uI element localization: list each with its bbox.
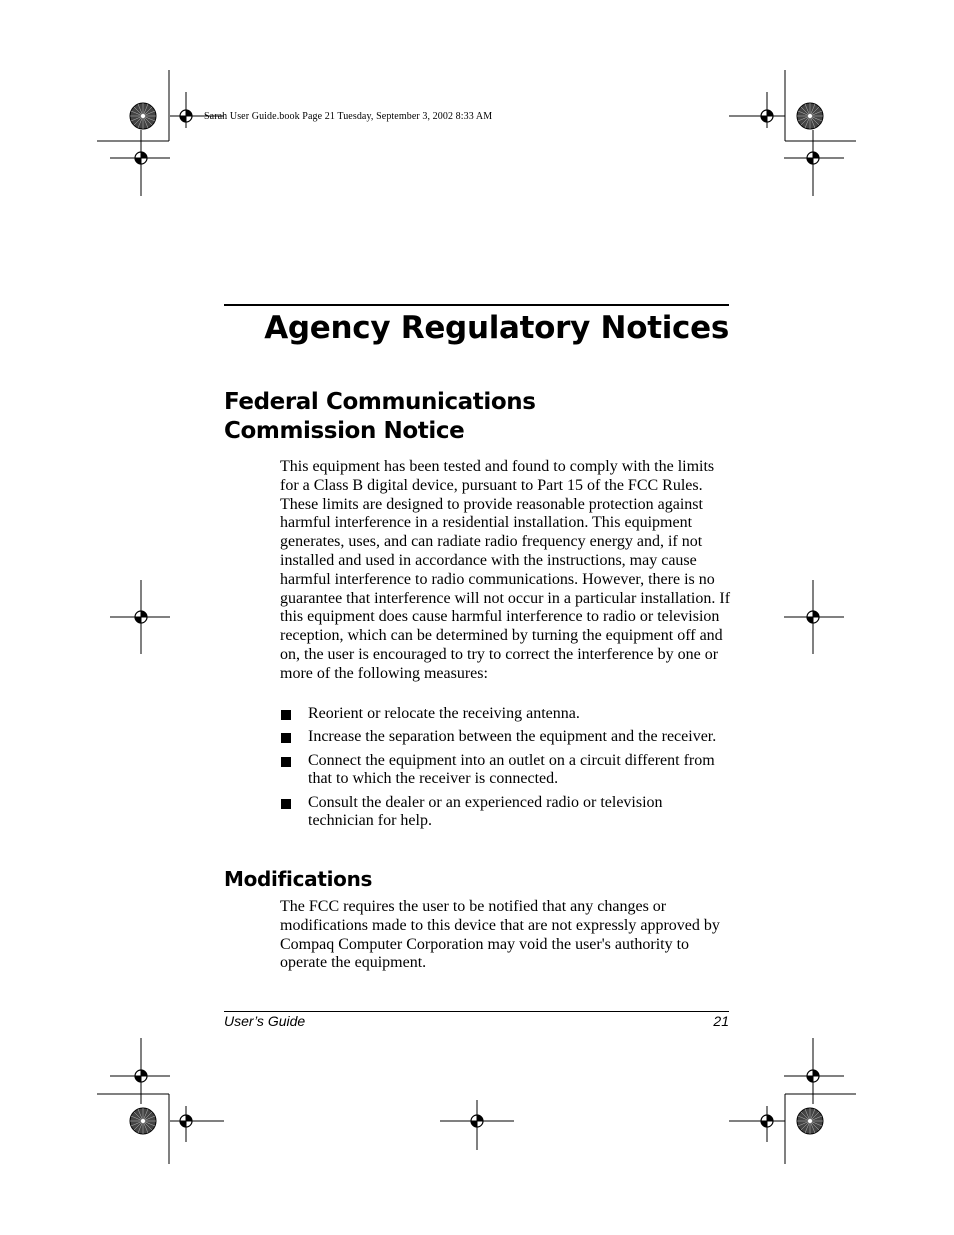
footer-guide-name: User’s Guide <box>224 1013 306 1029</box>
bullet-square-icon <box>281 799 291 809</box>
slug-line: Sarah User Guide.book Page 21 Tuesday, September 3, 2002 8:33 AM <box>204 111 493 122</box>
page-number: 21 <box>713 1013 729 1029</box>
chapter-title: Agency Regulatory Notices <box>264 310 729 346</box>
list-item-text: Reorient or relocate the receiving antenna. <box>308 705 580 722</box>
list-item-text: Connect the equipment into an outlet on a circuit different from that to which the receiver is connected. <box>308 751 715 788</box>
list-item-text: Increase the separation between the equipment and the receiver. <box>308 728 717 746</box>
bullet-square-icon <box>281 733 291 743</box>
section-title-line2: Commission Notice <box>224 418 465 444</box>
bullet-square-icon <box>281 710 291 720</box>
measures-list <box>280 705 732 836</box>
list-item-text: Consult the dealer or an experienced radio or television technician for help. <box>308 793 663 830</box>
section-title-line1: Federal Communications <box>224 389 536 415</box>
modifications-title: Modifications <box>224 867 373 891</box>
modifications-paragraph: The FCC requires the user to be notified that any changes or modifications made to this device that are not expressly approved by Compaq Computer Corporation may void the user's authority to operate the equipment. <box>280 898 720 972</box>
bullet-square-icon <box>281 757 291 767</box>
fcc-paragraph: This equipment has been tested and found to comply with the limits for a Class B digital device, pursuant to Part 15 of the FCC Rules. These limits are designed to provide reasonable protection against harmful interference in a residential installation. This equipment generates, uses, and can radiate radio frequency energy and, if not installed and used in accordance with the instructions, may cause harmful interference to radio communications. However, there is no guarantee that interference will not occur in a particular installation. If this equipment does cause harmful interference to radio or television reception, which can be determined by turning the equipment off and on, the user is encouraged to try to correct the interference by one or more of the following measures: <box>280 458 731 682</box>
list-item <box>280 728 732 747</box>
list-item <box>280 794 732 832</box>
list-item <box>280 752 732 790</box>
section-title <box>224 388 536 446</box>
footer-rule <box>224 1011 729 1012</box>
list-item <box>280 705 732 724</box>
